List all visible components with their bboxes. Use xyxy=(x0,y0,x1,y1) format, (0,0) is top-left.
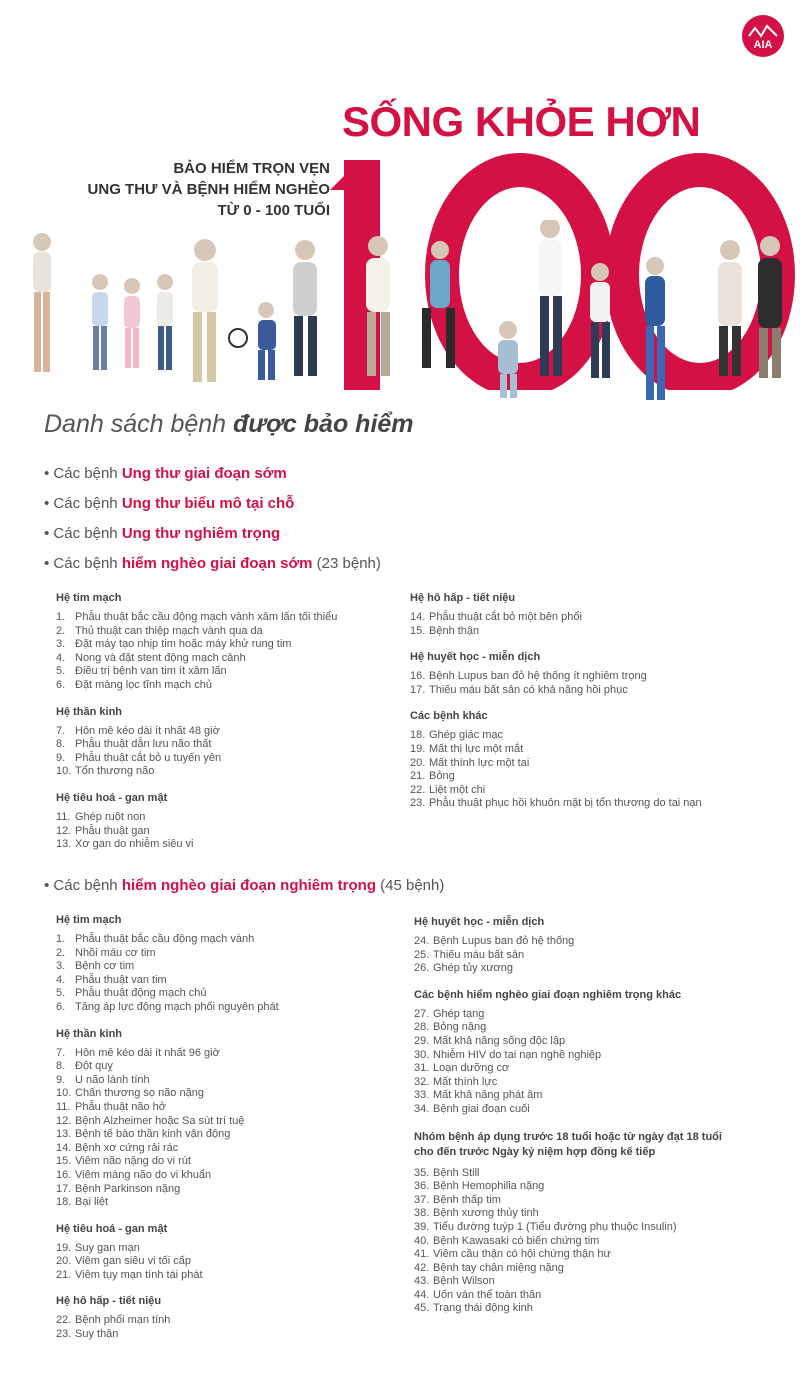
disease-label: Tiểu đường tuýp 1 (Tiểu đường phụ thuộc Insulin) xyxy=(433,1220,677,1233)
disease-group-title: Hệ thần kinh xyxy=(56,705,123,718)
disease-item xyxy=(414,1248,734,1262)
disease-number: 35. xyxy=(414,1166,430,1179)
disease-label: Phẫu thuật động mạch chủ xyxy=(75,987,207,1000)
disease-item xyxy=(56,947,279,961)
disease-item xyxy=(414,1289,734,1303)
disease-label: Bỏng xyxy=(429,770,455,783)
disease-group xyxy=(414,989,734,1117)
disease-group-title: Hệ tiêu hoá - gan mật xyxy=(56,1222,168,1235)
disease-label: Bệnh Lupus ban đỏ hệ thống ít nghiêm trọng xyxy=(429,670,647,683)
disease-item xyxy=(56,825,337,839)
disease-number: 17. xyxy=(410,683,426,696)
disease-number: 23. xyxy=(410,797,426,810)
disease-number: 6. xyxy=(56,678,66,691)
bullet-severe-critical-illness xyxy=(44,877,444,894)
disease-label: Đặt máy tạo nhịp tim hoặc máy khử rung tim xyxy=(75,638,292,651)
disease-number: 23. xyxy=(56,1328,72,1341)
disease-item xyxy=(414,1008,734,1022)
disease-number: 24. xyxy=(414,935,430,947)
disease-item xyxy=(56,974,279,988)
disease-number: 42. xyxy=(414,1261,430,1274)
disease-item xyxy=(56,1169,279,1183)
disease-number: 21. xyxy=(410,770,426,783)
disease-item xyxy=(56,1314,279,1328)
disease-item xyxy=(56,625,337,639)
disease-label: Viêm màng não do vi khuẩn xyxy=(75,1168,212,1181)
disease-label: Bệnh phổi mạn tính xyxy=(75,1314,171,1327)
disease-label: Nhiễm HIV do tai nạn nghề nghiệp xyxy=(433,1048,602,1061)
disease-label: Xơ gan do nhiễm siêu vi xyxy=(75,838,194,851)
bullet-carcinoma-in-situ xyxy=(44,495,294,512)
bullet-suffix: (45 bệnh) xyxy=(375,877,445,894)
disease-item xyxy=(414,935,734,949)
disease-item xyxy=(410,757,702,771)
severe-list-right-column xyxy=(414,916,734,1329)
disease-label: Tổn thương não xyxy=(75,765,155,778)
disease-group-title: Hệ hô hấp - tiết niệu xyxy=(410,592,516,604)
disease-label: Ghép tủy xương xyxy=(433,962,514,975)
disease-label: Phẫu thuật cắt bỏ một bên phổi xyxy=(429,611,582,623)
disease-group-title: Các bệnh khác xyxy=(410,710,488,723)
disease-label: Suy thận xyxy=(75,1328,119,1341)
disease-group xyxy=(56,1295,279,1341)
disease-number: 11. xyxy=(56,1100,71,1113)
disease-item xyxy=(56,811,337,825)
bullet-prefix: • Các bệnh xyxy=(44,465,122,482)
tagline-line: BẢO HIỂM TRỌN VẸN xyxy=(173,160,330,177)
disease-item xyxy=(56,1001,279,1015)
disease-group xyxy=(410,592,702,638)
disease-item xyxy=(414,1275,734,1289)
disease-number: 8. xyxy=(56,1060,66,1073)
disease-label: Bệnh Lupus ban đỏ hệ thống xyxy=(433,935,575,947)
disease-label: Bệnh Kawasaki có biến chứng tim xyxy=(433,1234,600,1247)
disease-number: 40. xyxy=(414,1234,430,1247)
section-title xyxy=(44,410,414,439)
disease-label: Bệnh Alzheimer hoặc Sa sút trí tuệ xyxy=(75,1114,245,1127)
disease-number: 34. xyxy=(414,1102,430,1115)
disease-number: 25. xyxy=(414,948,430,961)
disease-item xyxy=(56,1128,279,1142)
disease-item xyxy=(56,1142,279,1156)
disease-label: Loạn dưỡng cơ xyxy=(433,1062,510,1075)
disease-number: 12. xyxy=(56,824,72,837)
disease-number: 27. xyxy=(414,1007,430,1020)
disease-label: Bệnh Parkinson nặng xyxy=(75,1182,181,1195)
disease-item xyxy=(56,1047,279,1061)
disease-number: 1. xyxy=(56,933,66,945)
bullet-highlight: Ung thư giai đoạn sớm xyxy=(121,465,287,482)
disease-item xyxy=(414,1021,734,1035)
section-title-normal: Danh sách bệnh xyxy=(44,410,234,438)
disease-label: Mất khả năng phát âm xyxy=(433,1089,543,1102)
disease-group xyxy=(414,1130,734,1317)
disease-label: Đặt màng lọc tĩnh mạch chủ xyxy=(75,678,212,691)
disease-item xyxy=(56,1255,279,1269)
early-list-right-column xyxy=(410,592,702,824)
tagline-line: UNG THƯ VÀ BỆNH HIỂM NGHÈO xyxy=(87,181,330,198)
disease-group xyxy=(414,916,734,976)
disease-number: 8. xyxy=(56,738,66,751)
disease-label: Trạng thái động kinh xyxy=(433,1302,533,1315)
disease-label: Đột quỵ xyxy=(75,1060,113,1073)
disease-item xyxy=(56,1060,279,1074)
disease-item xyxy=(414,1103,734,1117)
disease-number: 31. xyxy=(414,1062,430,1075)
disease-item xyxy=(56,1101,279,1115)
disease-group-title: Hệ thần kinh xyxy=(56,1027,123,1040)
disease-item xyxy=(56,679,337,693)
disease-number: 4. xyxy=(56,651,66,664)
disease-label: Điều trị bệnh van tim ít xâm lấn xyxy=(75,665,227,678)
tagline xyxy=(88,158,330,221)
disease-item xyxy=(56,838,337,852)
disease-group-title: Hệ huyết học - miễn dịch xyxy=(410,651,541,664)
disease-item xyxy=(414,1194,734,1208)
disease-item xyxy=(410,770,702,784)
disease-number: 36. xyxy=(414,1180,430,1193)
disease-number: 44. xyxy=(414,1288,430,1301)
disease-label: Tăng áp lực động mạch phổi nguyên phát xyxy=(75,1000,279,1013)
people-illustration xyxy=(0,220,800,400)
headline: SỐNG KHỎE HƠN xyxy=(342,98,701,145)
disease-number: 20. xyxy=(56,1255,72,1268)
disease-number: 5. xyxy=(56,665,66,678)
disease-item xyxy=(56,987,279,1001)
disease-item xyxy=(414,962,734,976)
disease-group xyxy=(56,792,337,852)
disease-item xyxy=(56,1196,279,1210)
disease-item xyxy=(414,1062,734,1076)
disease-group-title: Hệ hô hấp - tiết niệu xyxy=(56,1295,162,1308)
bullet-early-cancer xyxy=(44,465,287,482)
disease-item xyxy=(410,729,702,743)
bullet-prefix: • Các bệnh xyxy=(44,495,122,512)
disease-label: Viêm tụy mạn tính tái phát xyxy=(75,1268,203,1281)
disease-group xyxy=(410,651,702,697)
disease-item xyxy=(56,1155,279,1169)
disease-number: 17. xyxy=(56,1182,72,1195)
disease-label: Mất khả năng sống độc lập xyxy=(433,1034,566,1047)
disease-number: 14. xyxy=(56,1141,72,1154)
disease-item xyxy=(410,625,702,639)
disease-number: 21. xyxy=(56,1268,72,1281)
disease-label: Bệnh xương thủy tinh xyxy=(433,1207,539,1220)
disease-item xyxy=(410,784,702,798)
disease-item xyxy=(414,1180,734,1194)
bullet-highlight: hiểm nghèo giai đoạn sớm xyxy=(121,555,313,572)
disease-item xyxy=(56,933,279,947)
disease-item xyxy=(56,752,337,766)
disease-label: Chấn thương sọ não nặng xyxy=(75,1087,204,1100)
disease-group-title: Các bệnh hiểm nghèo giai đoạn nghiêm trọng khác xyxy=(414,988,682,1001)
disease-label: U não lành tính xyxy=(75,1073,150,1086)
disease-number: 41. xyxy=(414,1248,430,1261)
disease-label: Hôn mê kéo dài ít nhất 96 giờ xyxy=(75,1046,220,1059)
disease-label: Bệnh Still xyxy=(433,1166,480,1179)
hero-banner xyxy=(0,0,800,400)
aia-logo xyxy=(741,14,785,58)
disease-label: Ghép ruột non xyxy=(75,810,146,823)
disease-item xyxy=(56,960,279,974)
bullet-highlight: Ung thư nghiêm trọng xyxy=(121,525,281,542)
disease-number: 1. xyxy=(56,611,66,623)
disease-number: 16. xyxy=(56,1168,72,1181)
disease-number: 32. xyxy=(414,1075,430,1088)
disease-item xyxy=(56,652,337,666)
disease-item xyxy=(410,684,702,698)
tagline-line: TỪ 0 - 100 TUỔI xyxy=(217,202,330,219)
disease-group xyxy=(56,1223,279,1283)
disease-item xyxy=(414,1221,734,1235)
disease-label: Phẫu thuật bắc cầu động mạch vành xâm lấn tối thiểu xyxy=(75,611,338,623)
severe-list-left-column xyxy=(56,914,279,1355)
disease-number: 39. xyxy=(414,1220,430,1233)
disease-label: Phẫu thuật gan xyxy=(75,824,150,837)
disease-number: 37. xyxy=(414,1193,430,1206)
disease-group-title: Hệ tim mạch xyxy=(56,914,122,926)
disease-number: 13. xyxy=(56,1128,72,1141)
bullet-prefix: • Các bệnh xyxy=(44,525,122,542)
disease-number: 33. xyxy=(414,1089,430,1102)
disease-number: 38. xyxy=(414,1207,430,1220)
bullet-suffix: (23 bệnh) xyxy=(312,555,381,572)
disease-label: Thủ thuật can thiệp mạch vành qua da xyxy=(75,624,263,637)
disease-label: Bệnh thấp tim xyxy=(433,1193,501,1206)
disease-item xyxy=(414,1167,734,1181)
disease-number: 30. xyxy=(414,1048,430,1061)
disease-number: 20. xyxy=(410,756,426,769)
disease-number: 9. xyxy=(56,1073,66,1086)
disease-label: Mất thị lực một mắt xyxy=(429,742,524,755)
disease-label: Suy gan mạn xyxy=(75,1241,140,1254)
disease-number: 3. xyxy=(56,638,66,651)
disease-number: 43. xyxy=(414,1275,430,1288)
disease-group xyxy=(56,592,337,693)
disease-number: 10. xyxy=(56,1087,72,1100)
disease-number: 11. xyxy=(56,810,71,823)
disease-label: Mất thính lực một tai xyxy=(429,756,530,769)
disease-item xyxy=(56,1242,279,1256)
disease-label: Phẫu thuật não hở xyxy=(75,1100,167,1113)
disease-item xyxy=(56,765,337,779)
disease-number: 15. xyxy=(410,624,426,637)
disease-label: Thiếu máu bất sản xyxy=(433,948,525,961)
disease-label: Bệnh cơ tim xyxy=(75,960,135,973)
disease-item xyxy=(414,1089,734,1103)
disease-group-title: Nhóm bệnh áp dụng trước 18 tuổi hoặc từ ngày đạt 18 tuổi cho đến trước Ngày kỷ niệm hợp đồng kế tiếp xyxy=(414,1130,722,1158)
disease-label: Bỏng nặng xyxy=(433,1021,487,1034)
disease-number: 6. xyxy=(56,1000,66,1013)
disease-label: Viêm não nặng do vi rút xyxy=(75,1155,191,1168)
disease-label: Liệt một chi xyxy=(429,783,486,796)
disease-group xyxy=(56,1028,279,1210)
disease-number: 5. xyxy=(56,987,66,1000)
disease-item xyxy=(56,1328,279,1342)
disease-item xyxy=(410,743,702,757)
logo-text: AIA xyxy=(753,39,773,51)
disease-item xyxy=(56,1074,279,1088)
disease-label: Nong và đặt stent động mạch cảnh xyxy=(75,651,246,664)
bullet-highlight: hiểm nghèo giai đoạn nghiêm trọng xyxy=(121,877,376,894)
disease-group xyxy=(410,710,702,811)
disease-number: 22. xyxy=(56,1314,72,1327)
disease-number: 10. xyxy=(56,765,72,778)
disease-label: Bại liệt xyxy=(75,1196,109,1209)
disease-number: 2. xyxy=(56,624,66,637)
disease-label: Phẫu thuật cắt bỏ u tuyến yên xyxy=(75,751,222,764)
disease-number: 26. xyxy=(414,962,430,975)
disease-label: Phẫu thuật van tim xyxy=(75,973,167,986)
disease-item xyxy=(56,1269,279,1283)
disease-number: 45. xyxy=(414,1302,430,1315)
bullet-severe-cancer xyxy=(44,525,280,542)
disease-label: Thiếu máu bất sản có khả năng hồi phục xyxy=(429,683,628,696)
disease-item xyxy=(414,949,734,963)
disease-group-title: Hệ tiêu hoá - gan mật xyxy=(56,791,168,804)
disease-number: 14. xyxy=(410,611,426,623)
disease-label: Bệnh giai đoạn cuối xyxy=(433,1102,530,1115)
disease-item xyxy=(414,1076,734,1090)
disease-item xyxy=(56,1183,279,1197)
disease-item xyxy=(410,797,702,811)
disease-number: 13. xyxy=(56,838,72,851)
disease-number: 2. xyxy=(56,946,66,959)
disease-item xyxy=(414,1207,734,1221)
section-title-bold: được bảo hiểm xyxy=(233,410,414,438)
disease-group xyxy=(56,914,279,1015)
disease-number: 19. xyxy=(410,742,426,755)
disease-group-title: Hệ tim mạch xyxy=(56,592,122,604)
disease-label: Bệnh Hemophilia nặng xyxy=(433,1180,545,1193)
disease-number: 19. xyxy=(56,1241,72,1254)
disease-group-title: Hệ huyết học - miễn dịch xyxy=(414,916,545,928)
disease-number: 28. xyxy=(414,1021,430,1034)
disease-item xyxy=(56,1087,279,1101)
bullet-early-critical-illness xyxy=(44,555,381,572)
disease-label: Mất thính lực xyxy=(433,1075,498,1088)
disease-label: Bệnh Wilson xyxy=(433,1275,495,1288)
disease-item xyxy=(414,1302,734,1316)
disease-label: Viêm cầu thận có hội chứng thận hư xyxy=(433,1248,611,1261)
disease-number: 16. xyxy=(410,670,426,683)
disease-item xyxy=(56,611,337,625)
early-list-left-column xyxy=(56,592,337,865)
disease-item xyxy=(414,1262,734,1276)
disease-label: Nhồi máu cơ tim xyxy=(75,946,156,959)
disease-label: Phẫu thuật bắc cầu động mạch vành xyxy=(75,933,255,945)
disease-item xyxy=(56,738,337,752)
bullet-highlight: Ung thư biểu mô tại chỗ xyxy=(121,495,295,512)
disease-number: 3. xyxy=(56,960,66,973)
disease-item xyxy=(414,1235,734,1249)
disease-label: Bệnh thận xyxy=(429,624,480,637)
disease-item xyxy=(56,665,337,679)
disease-number: 12. xyxy=(56,1114,72,1127)
disease-item xyxy=(410,670,702,684)
disease-item xyxy=(56,725,337,739)
disease-number: 7. xyxy=(56,1046,66,1059)
disease-item xyxy=(56,638,337,652)
disease-number: 29. xyxy=(414,1034,430,1047)
bullet-prefix: • Các bệnh xyxy=(44,877,122,894)
disease-label: Hôn mê kéo dài ít nhất 48 giờ xyxy=(75,724,220,737)
disease-number: 22. xyxy=(410,783,426,796)
disease-group xyxy=(56,706,337,779)
disease-label: Uốn ván thể toàn thân xyxy=(433,1288,542,1301)
disease-item xyxy=(56,1115,279,1129)
disease-item xyxy=(410,611,702,625)
disease-label: Bệnh tế bào thần kinh vận động xyxy=(75,1128,231,1141)
bullet-prefix: • Các bệnh xyxy=(44,555,122,572)
disease-number: 4. xyxy=(56,973,66,986)
disease-number: 18. xyxy=(56,1196,72,1209)
disease-label: Bệnh xơ cứng rải rác xyxy=(75,1141,179,1154)
disease-label: Bệnh tay chân miệng nặng xyxy=(433,1261,564,1274)
disease-number: 18. xyxy=(410,729,426,742)
disease-item xyxy=(414,1035,734,1049)
disease-label: Viêm gan siêu vi tối cấp xyxy=(75,1255,191,1268)
disease-item xyxy=(414,1049,734,1063)
disease-label: Ghép tạng xyxy=(433,1007,485,1020)
disease-number: 9. xyxy=(56,751,66,764)
disease-label: Phẫu thuật phục hồi khuôn mặt bị tổn thương do tai nạn xyxy=(429,797,702,810)
disease-number: 7. xyxy=(56,724,66,737)
disease-label: Ghép giác mạc xyxy=(429,729,503,742)
disease-label: Phẫu thuật dẫn lưu não thất xyxy=(75,738,212,751)
disease-number: 15. xyxy=(56,1155,72,1168)
